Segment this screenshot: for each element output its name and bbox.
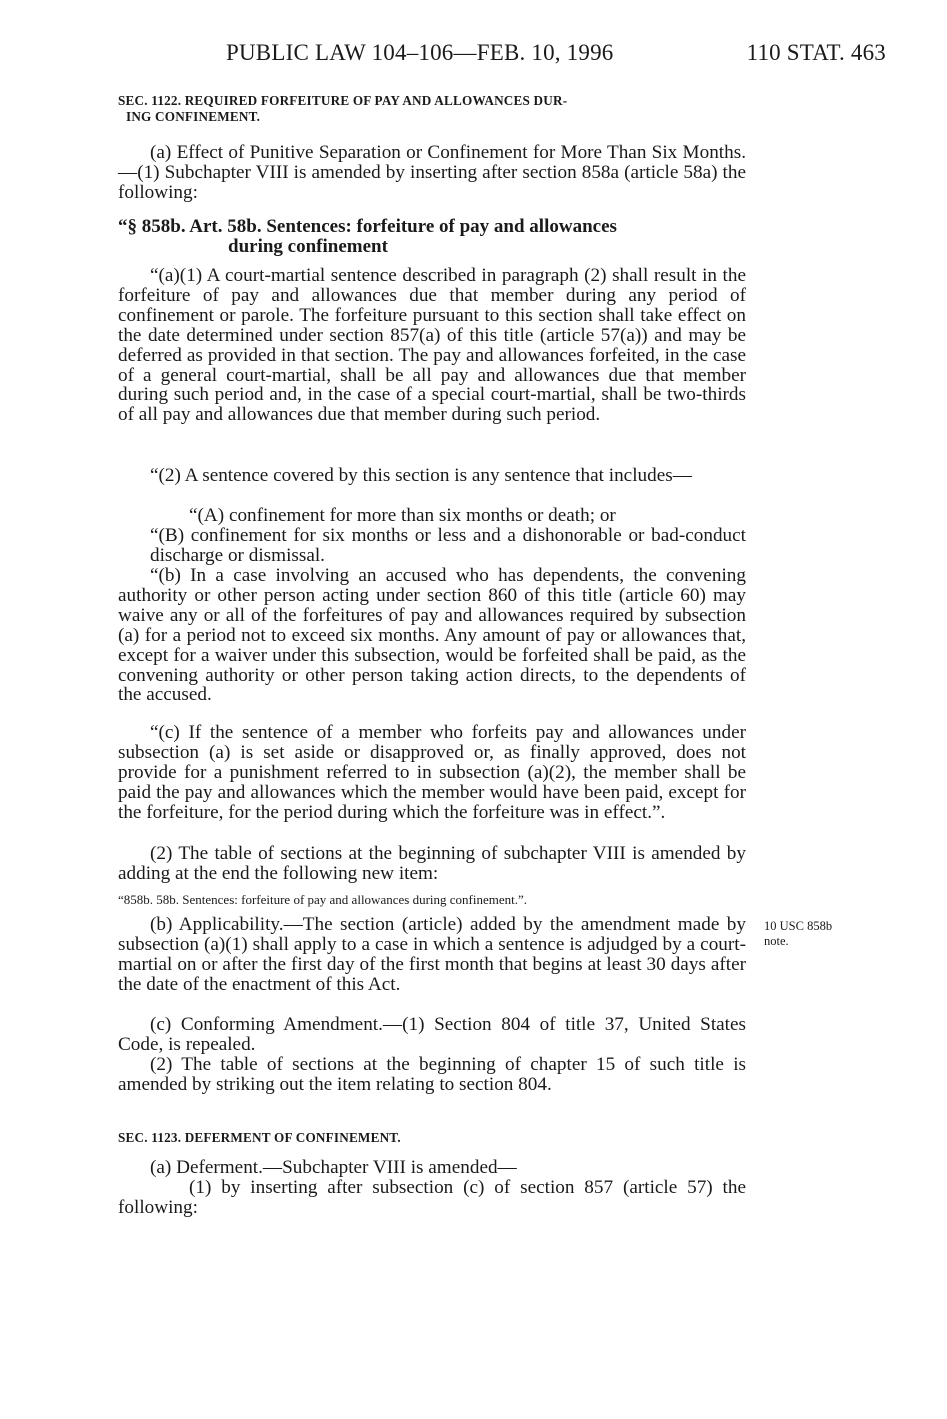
margin-note: 10 USC 858b note. (764, 919, 833, 948)
paragraph-b: “(b) In a case involving an accused who has dependents, the convening authority or other person acting under section 860 of this title (article 60) may waive any or all of the forfeitures of pay and allowances required by subsection (a) for a period not to exceed six months. Any amount of pay or allowances that, except for a waiver under this subsection, would be forfeited shall be paid, as the convening authority or other person taking action directs, to the dependents of the accused. (118, 565, 746, 706)
paragraph-a1: “(a)(1) A court-martial sentence described in paragraph (2) shall result in the forfeiture of pay and allowances due that member during any period of confinement or parole. The forfeiture pursuant to this section shall take effect on the date determined under section 857(a) of this title (article 57(a)) and may be deferred as provided in that section. The pay and allowances forfeited, in the case of a general court-martial, shall be all pay and allowances due that member during such period and, in the case of a special court-martial, shall be two-thirds of all pay and allowances due that member during such period. (118, 265, 746, 426)
subsection-a-deferment: (a) Deferment.—Subchapter VIII is amended— (150, 1157, 517, 1178)
clause-B: “(B) confinement for six months or less and a dishonorable or bad-conduct discharge or dismissal. (150, 525, 746, 566)
paragraph-a2: “(2) A sentence covered by this section is any sentence that includes— (150, 465, 692, 486)
table-item-858b: “858b. 58b. Sentences: forfeiture of pay and allowances during confinement.”. (118, 892, 527, 907)
paragraph-1-inserting: (1) by inserting after subsection (c) of section 857 (article 57) the following: (118, 1177, 746, 1218)
subsection-c-conforming: (c) Conforming Amendment.—(1) Section 804 of title 37, United States Code, is repealed. (118, 1014, 746, 1055)
running-header (118, 40, 886, 74)
paragraph-2-table: (2) The table of sections at the beginning of subchapter VIII is amended by adding at the end the following new item: (118, 843, 746, 884)
article-58b-title: “§ 858b. Art. 58b. Sentences: forfeiture of pay and allowances during confinement (118, 216, 617, 257)
subsection-a-effect: (a) Effect of Punitive Separation or Confinement for More Than Six Months.—(1) Subchapter VIII is amended by inserting after section 858a (article 58a) the following: (118, 142, 746, 203)
stat-page-number: 110 STAT. 463 (746, 40, 886, 65)
paragraph-c: “(c) If the sentence of a member who forfeits pay and allowances under subsection (a) is set aside or disapproved or, as finally approved, does not provide for a punishment referred to in subsection (a)(2), the member shall be paid the pay and allowances which the member would have been paid, except for the forfeiture, for the period during which the forfeiture was in effect.”. (118, 722, 746, 823)
law-citation: PUBLIC LAW 104–106—FEB. 10, 1996 (226, 40, 614, 65)
section-1123-heading: SEC. 1123. DEFERMENT OF CONFINEMENT. (118, 1130, 401, 1145)
paragraph-c2: (2) The table of sections at the beginning of chapter 15 of such title is amended by striking out the item relating to section 804. (118, 1054, 746, 1095)
clause-A: “(A) confinement for more than six months or death; or (189, 505, 616, 526)
section-1122-heading: SEC. 1122. REQUIRED FORFEITURE OF PAY AND ALLOWANCES DUR- ING CONFINEMENT. (118, 93, 568, 124)
subsection-b-applicability: (b) Applicability.—The section (article) added by the amendment made by subsection (a)(1) shall apply to a case in which a sentence is adjudged by a court-martial on or after the first day of the first month that begins at least 30 days after the date of the enactment of this Act. (118, 914, 746, 995)
